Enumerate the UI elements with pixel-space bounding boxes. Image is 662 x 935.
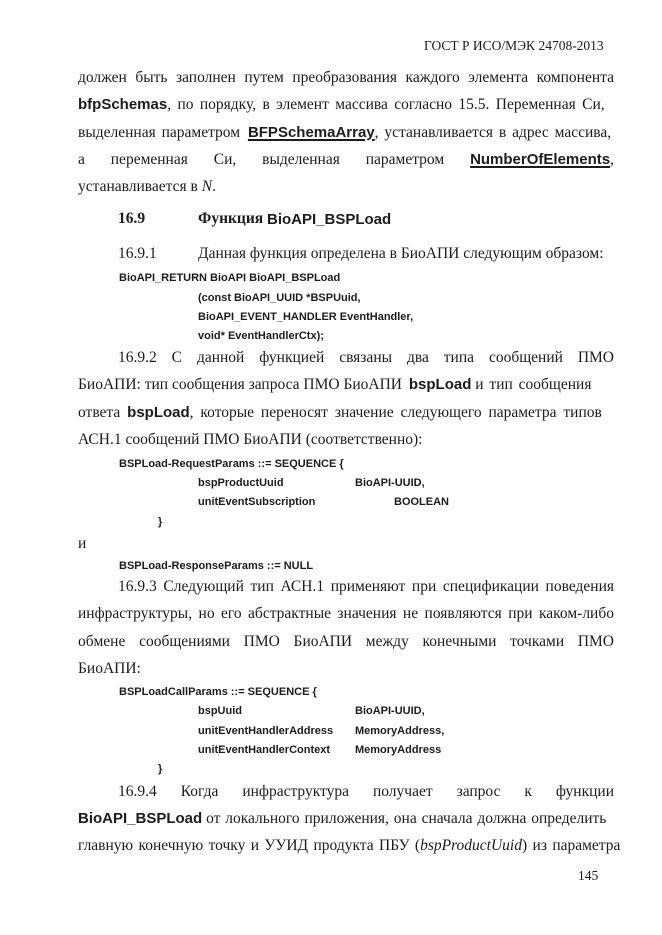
period: . <box>212 178 216 195</box>
section-function-name: BioAPI_BSPLoad <box>267 211 392 228</box>
word: параметром <box>365 151 445 168</box>
word: ПМО <box>577 349 614 366</box>
word: 16.9.4 <box>118 783 157 800</box>
code-line: BSPLoad-RequestParams ::= SEQUENCE { <box>119 458 344 470</box>
word: связаны <box>339 349 393 366</box>
para1-line3-rest: , устанавливается в адрес массива, <box>374 124 612 141</box>
text: ) из параметра <box>521 837 621 854</box>
para1-line1 <box>78 69 614 87</box>
code-close-brace: } <box>158 763 163 775</box>
section-heading <box>118 210 392 228</box>
word: функцией <box>259 349 325 366</box>
code-field-type: MemoryAddress <box>355 744 442 756</box>
code-field-name: unitEventSubscription <box>198 496 316 508</box>
word: Си, <box>213 151 237 168</box>
para1-line4 <box>78 151 614 169</box>
clause-16-9-1-text: Данная функция определена в БиоАПИ следующим образом: <box>198 245 604 262</box>
code-line: BSPLoad-ResponseParams ::= NULL <box>119 560 314 572</box>
code-bspLoad: bspLoad <box>127 404 190 421</box>
clause-16-9-2-line3 <box>78 404 602 422</box>
section-word: Функция <box>198 210 264 227</box>
clause-16-9-1-number: 16.9.1 <box>118 245 157 262</box>
clause-16-9-4-line1 <box>118 783 614 801</box>
word: а <box>78 151 85 168</box>
word: два <box>406 349 429 366</box>
comma: , <box>610 151 614 168</box>
code-field-type: BioAPI-UUID, <box>355 705 425 717</box>
clause-16-9-3-line4: БиоАПИ: <box>78 660 141 677</box>
word: сообщениями <box>139 633 230 650</box>
text: , которые переносят значение следующего параметра типов <box>189 404 602 421</box>
code-line: BSPLoadCallParams ::= SEQUENCE { <box>119 686 317 698</box>
code-field-name: bspProductUuid <box>198 477 284 489</box>
clause-16-9-4-line3 <box>78 837 620 855</box>
code-BioAPI_BSPLoad: BioAPI_BSPLoad <box>78 810 203 827</box>
variable-N: N <box>201 178 213 195</box>
code-line: (const BioAPI_UUID *BSPUuid, <box>198 292 361 304</box>
word: получает <box>372 783 433 800</box>
word: выделенная <box>262 151 340 168</box>
param-bspProductUuid: bspProductUuid <box>420 837 522 854</box>
clause-16-9-3-line3 <box>78 633 614 651</box>
word: к <box>524 783 532 800</box>
code-field-name: unitEventHandlerAddress <box>198 725 334 737</box>
para1-line5-text: устанавливается в <box>78 178 198 195</box>
word: типа <box>443 349 475 366</box>
para1-line1-text: должен быть заполнен путем преобразования каждого элемента компонента <box>78 69 614 86</box>
word: между <box>365 633 409 650</box>
word: БиоАПИ <box>293 633 353 650</box>
clause-16-9-2-line1 <box>118 349 614 367</box>
word: С <box>171 349 183 366</box>
page-number: 145 <box>578 868 599 883</box>
text: главную конечную точку и УУИД продукта ПБУ ( <box>78 837 421 854</box>
conjunction: и <box>78 535 87 552</box>
text: и тип сообщения <box>475 376 592 393</box>
word: 16.9.2 <box>118 349 157 366</box>
code-line: BioAPI_EVENT_HANDLER EventHandler, <box>198 311 414 323</box>
word: сообщений <box>488 349 563 366</box>
code-field-type: BioAPI-UUID, <box>355 477 425 489</box>
word: Когда <box>180 783 219 800</box>
text: ответа <box>78 404 121 421</box>
clause-16-9-2-line4: АСН.1 сообщений ПМО БиоАПИ (соответственно): <box>78 431 423 448</box>
code-field-name: bspUuid <box>198 705 242 717</box>
clause-16-9-2-line2 <box>78 376 591 394</box>
section-number: 16.9 <box>118 210 146 227</box>
code-bfpSchemas: bfpSchemas <box>78 96 168 113</box>
word: ПМО <box>577 633 614 650</box>
word: обмене <box>78 633 126 650</box>
code-field-type: MemoryAddress, <box>355 725 445 737</box>
word: переменная <box>110 151 188 168</box>
para1-line2 <box>78 96 614 114</box>
code-close-brace: } <box>158 516 163 528</box>
word: инфраструктура <box>242 783 350 800</box>
code-BFPSchemaArray: BFPSchemaArray <box>247 124 375 141</box>
code-field-type: BOOLEAN <box>394 496 449 508</box>
word: функции <box>555 783 614 800</box>
document-header: ГОСТ Р ИСО/МЭК 24708-2013 <box>424 38 604 53</box>
word: запрос <box>456 783 501 800</box>
word: конечными <box>422 633 497 650</box>
para1-line3-pre: выделенная параметром <box>78 124 241 141</box>
clause-16-9-3-line1: 16.9.3 Следующий тип АСН.1 применяют при спецификации поведения <box>118 578 614 595</box>
clause-16-9-3-line2: инфраструктуры, но его абстрактные значения не появляются при каком-либо <box>78 605 614 622</box>
code-field-name: unitEventHandlerContext <box>198 744 331 756</box>
code-NumberOfElements: NumberOfElements <box>470 151 611 168</box>
word: данной <box>196 349 245 366</box>
para1-line2-text: , по порядку, в элемент массива согласно 15.5. Переменная Си, <box>167 96 605 113</box>
para1-line3 <box>78 124 614 142</box>
code-line: BioAPI_RETURN BioAPI BioAPI_BSPLoad <box>119 272 341 284</box>
word: ПМО <box>243 633 280 650</box>
text: от локального приложения, она сначала должна определить <box>206 810 607 827</box>
code-line: void* EventHandlerCtx); <box>198 330 324 342</box>
text: БиоАПИ: тип сообщения запроса ПМО БиоАПИ <box>78 376 402 393</box>
clause-16-9-4-line2 <box>78 810 606 828</box>
code-bspLoad: bspLoad <box>408 376 472 393</box>
word: точками <box>510 633 565 650</box>
para1-line5 <box>78 178 216 196</box>
